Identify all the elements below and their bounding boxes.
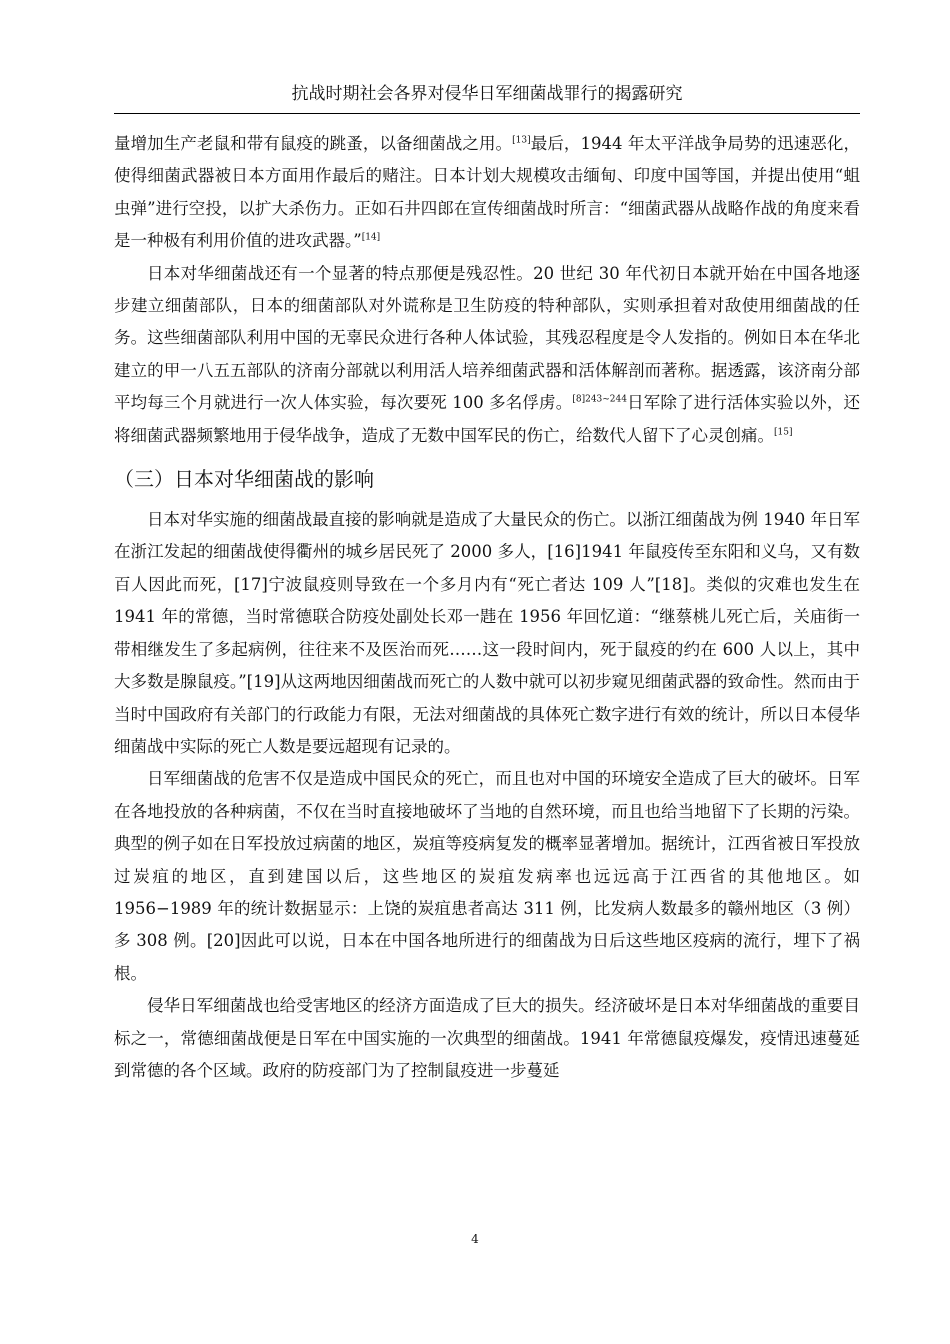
paragraph-1-text-a: 量增加生产老鼠和带有鼠疫的跳蚤，以备细菌战之用。	[114, 134, 513, 153]
citation-14: [14]	[361, 232, 381, 243]
citation-13: [13]	[512, 135, 531, 146]
paragraph-2-text-b: 日军除了进行活体实验以外，还将细菌武器频繁地用于侵华战争，造成了无数中国军民的伤亡，给数代人留下了心灵创痛。	[114, 393, 861, 445]
body-text	[114, 128, 860, 1087]
paragraph-4: 日军细菌战的危害不仅是造成中国民众的死亡，而且也对中国的环境安全造成了巨大的破坏。日军在各地投放的各种病菌，不仅在当时直接地破坏了当地的自然环境，而且也给当地留下了长期的污染。典型的例子如在日军投放过病菌的地区，炭疽等疫病复发的概率显著增加。据统计，江西省被日军投放过炭疽的地区，直到建国以后，这些地区的炭疽发病率也远远高于江西省的其他地区。如 1956−1989 年的统计数据显示：上饶的炭疽患者高达 311 例，比发病人数最多的赣州地区（3 例）多 308 例。[20]因此可以说，日本在中国各地所进行的细菌战为日后这些地区疫病的流行，埋下了祸根。	[114, 769, 860, 983]
paragraph-2	[114, 258, 860, 452]
page-number: 4	[471, 1232, 479, 1246]
section-heading: （三）日本对华细菌战的影响	[114, 467, 374, 492]
citation-8: [8]243~244	[572, 394, 627, 405]
paragraph-3: 日本对华实施的细菌战最直接的影响就是造成了大量民众的伤亡。以浙江细菌战为例 1940 年日军在浙江发起的细菌战使得衢州的城乡居民死了 2000 多人，[16]1941 年鼠疫传至东阳和义乌，又有数百人因此而死，[17]宁波鼠疫则导致在一个多月内有“死亡者达 109 人”[18]。类似的灾难也发生在 1941 年的常德，当时常德联合防疫处副处长邓一韪在 1956 年回忆道：“继蔡桃儿死亡后，关庙街一带相继发生了多起病例，往往来不及医治而死……这一段时间内，死于鼠疫的约在 600 人以上，其中大多数是腺鼠疫。”[19]从这两地因细菌战而死亡的人数中就可以初步窥见细菌武器的致命性。然而由于当时中国政府有关部门的行政能力有限，无法对细菌战的具体死亡数字进行有效的统计，所以日本侵华细菌战中实际的死亡人数是要远超现有记录的。	[114, 510, 860, 756]
paragraph-2-text-a: 日本对华细菌战还有一个显著的特点那便是残忍性。20 世纪 30 年代初日本就开始在中国各地逐步建立细菌部队，日本的细菌部队对外谎称是卫生防疫的特种部队，实则承担着对敌使用细菌战的任务。这些细菌部队利用中国的无辜民众进行各种人体试验，其残忍程度是令人发指的。例如日本在华北建立的甲一八五五部队的济南分部就以利用活人培养细菌武器和活体解剖而著称。据透露，该济南分部平均每三个月就进行一次人体实验，每次要死 100 多名俘虏。	[114, 263, 860, 413]
paragraph-1-text-b: 最后，1944 年太平洋战争局势的迅速恶化，使得细菌武器被日本方面用作最后的赌注。日本计划大规模攻击缅甸、印度中国等国，并提出使用“蛆虫弹”进行空投，以扩大杀伤力。正如石井四郎在宣传细菌战时所言：“细菌武器从战略作战的角度来看是一种极有利用价值的进攻武器。”	[114, 134, 860, 251]
running-header	[114, 79, 860, 114]
citation-15: [15]	[774, 427, 793, 438]
paragraph-5: 侵华日军细菌战也给受害地区的经济方面造成了巨大的损失。经济破坏是日本对华细菌战的重要目标之一，常德细菌战便是日军在中国实施的一次典型的细菌战。1941 年常德鼠疫爆发，疫情迅速蔓延到常德的各个区域。政府的防疫部门为了控制鼠疫进一步蔓延	[114, 996, 860, 1080]
paragraph-1	[114, 128, 860, 258]
running-title: 抗战时期社会各界对侵华日军细菌战罪行的揭露研究	[291, 84, 683, 104]
